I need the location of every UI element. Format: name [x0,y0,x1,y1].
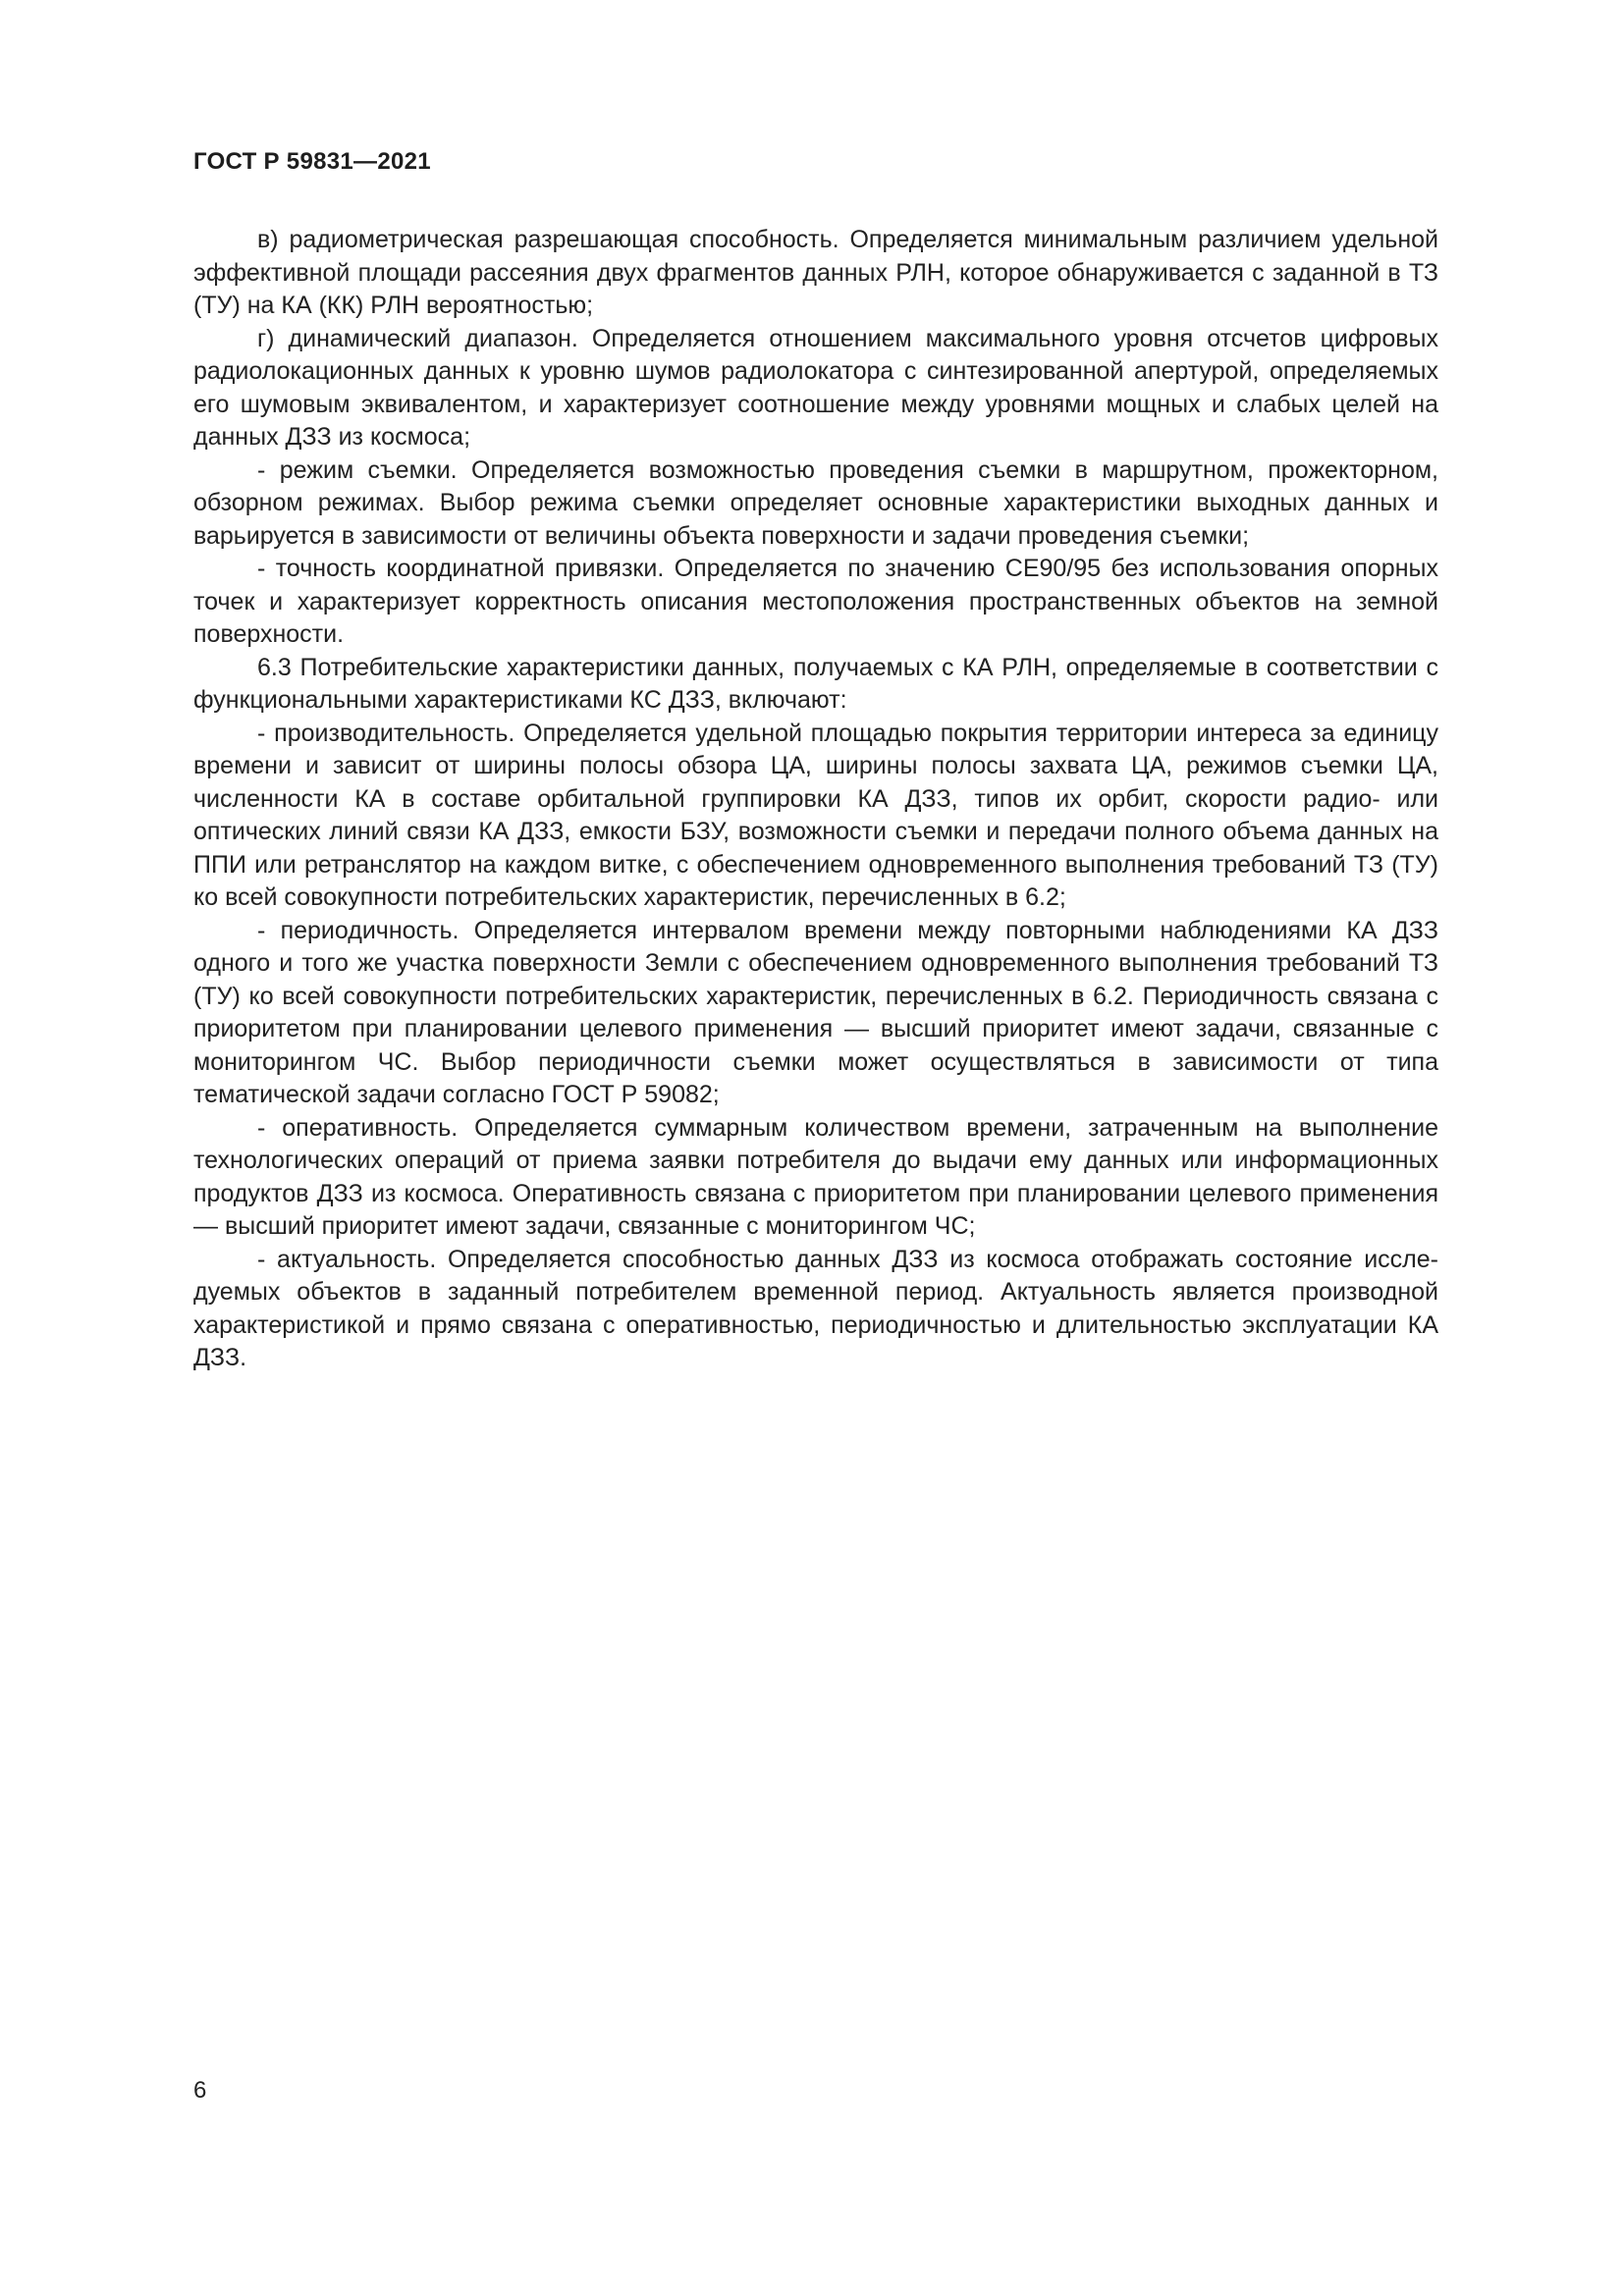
page-number: 6 [193,2077,207,2104]
document-body [193,224,1438,1375]
paragraph-productivity: - производительность. Определяется удельной площадью покрытия территории интереса за единицу времени и зависит от ширины полосы обзора ЦА, ширины полосы захвата ЦА, режимов съемки ЦА, численности КА в составе орбитальной группировки КА ДЗЗ, типов их орбит, скорости радио- или оптических линий связи КА ДЗЗ, емкости БЗУ, возможности съемки и передачи полного объема данных на ППИ или ретранслятор на каждом витке, с обеспечением одновременного выполнения требований ТЗ (ТУ) ко всей совокупности потребительских характеристик, перечисленных в 6.2; [193,719,1438,911]
paragraph-dynamic-range: г) динамический диапазон. Определяется отношением максимального уровня отсчетов цифровых радиолокационных данных к уровню шумов радиолокатора с синтезированной апертурой, определяемых его шумовым эквивалентом, и характеризует соотношение между уровнями мощных и слабых целей на данных ДЗЗ из космоса; [193,324,1438,451]
paragraph-responsiveness: - оперативность. Определяется суммарным количеством времени, затраченным на выполнение технологических операций от приема заявки потребителя до выдачи ему данных или информационных продуктов ДЗЗ из космоса. Оперативность связана с приоритетом при планировании целевого применения — высший приоритет имеют задачи, связанные с мониторингом ЧС; [193,1113,1438,1240]
paragraph-radiometric-resolution: в) радиометрическая разрешающая способность. Определяется минимальным различием удельной эффективной площади рассеяния двух фрагментов данных РЛН, которое обнаруживается с заданной в ТЗ (ТУ) на КА (КК) РЛН вероятностью; [193,226,1438,319]
paragraph-section-6-3: 6.3 Потребительские характеристики данных, получаемых с КА РЛН, определяемые в соответствии с функциональными характеристиками КС ДЗЗ, включают: [193,653,1438,714]
paragraph-georeference-accuracy: - точность координатной привязки. Определяется по значению СЕ90/95 без использования опорных точек и характеризует корректность описания местоположения пространственных объектов на земной поверхности. [193,555,1438,648]
paragraph-survey-mode: - режим съемки. Определяется возможностью проведения съемки в маршрутном, прожекторном, обзорном режимах. Выбор режима съемки определяет основные характеристики выходных данных и варьируется в зависимости от величины объекта поверхности и задачи проведения съемки; [193,455,1438,550]
paragraph-actuality: - актуальность. Определяется способностью данных ДЗЗ из космоса отображать состояние исследуемых объектов в заданный потребителем временной период. Актуальность является производной характеристикой и прямо связана с оперативностью, периодичностью и длительностью эксплуатации КА ДЗЗ. [193,1245,1438,1371]
document-header: ГОСТ Р 59831—2021 [193,148,431,175]
paragraph-periodicity: - периодичность. Определяется интервалом времени между повторными наблюдениями КА ДЗЗ одного и того же участка поверхности Земли с обеспечением одновременного выполнения требований ТЗ (ТУ) ко всей совокупности потребительских характеристик, перечисленных в 6.2. Периодичность связана с приоритетом при планировании целевого применения — высший приоритет имеют задачи, связанные с мониторингом ЧС. Выбор периодичности съемки может осуществляться в зависимости от типа тематической задачи согласно ГОСТ Р 59082; [193,916,1438,1108]
